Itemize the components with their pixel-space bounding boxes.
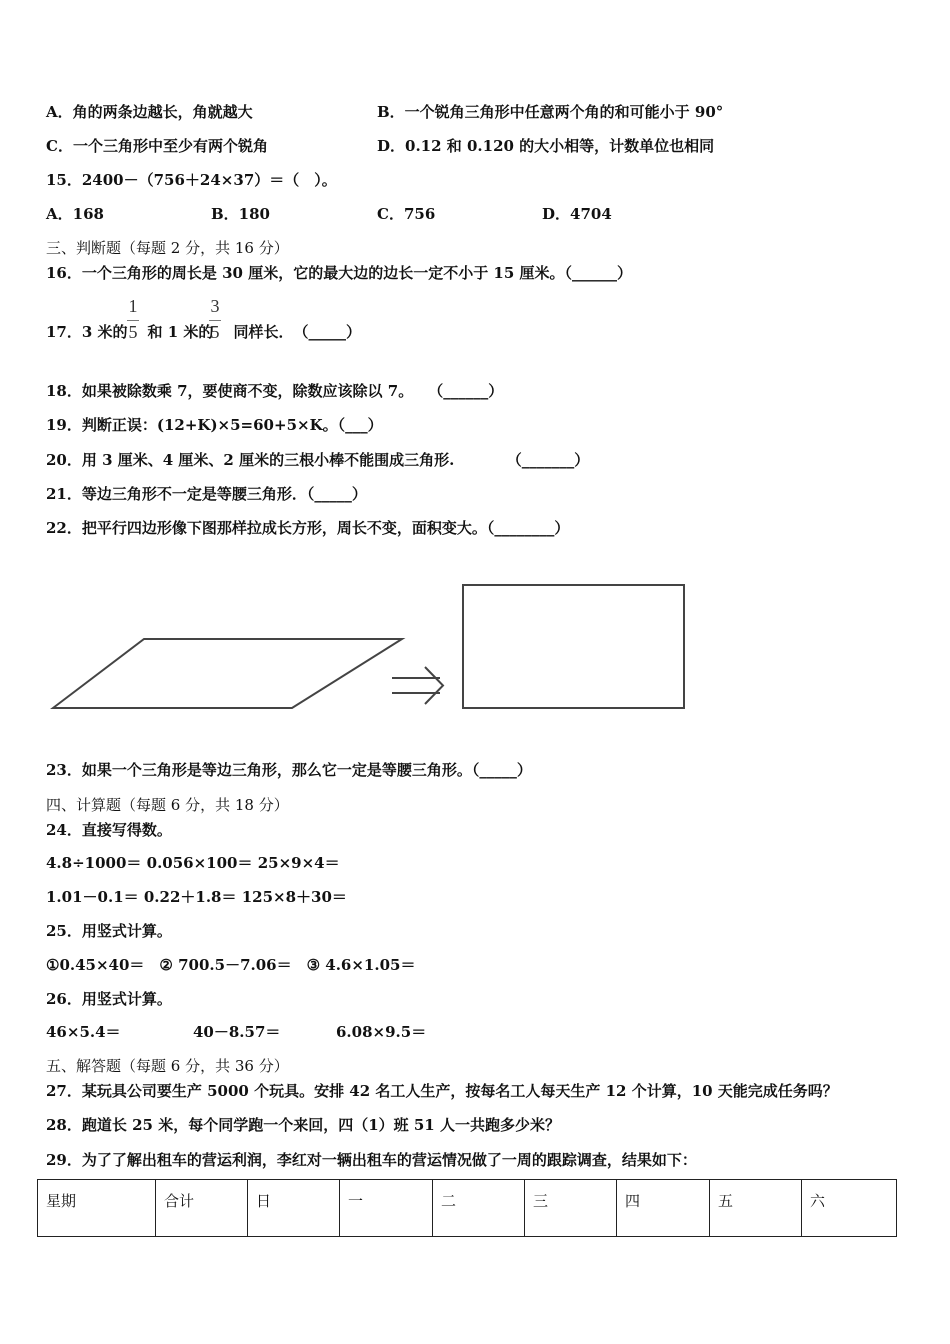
q17-fraction-1-bar	[127, 320, 139, 321]
q15-option-d: D．4704	[542, 205, 612, 223]
q15-stem: 15．2400－（756＋24×37）＝（ ）。	[46, 171, 337, 189]
q22: 22．把平行四边形像下图那样拉成长方形，周长不变，面积变大。（________）	[46, 519, 570, 537]
q16: 16．一个三角形的周长是 30 厘米，它的最大边的边长一定不小于 15 厘米。（______）	[46, 264, 633, 282]
q23: 23．如果一个三角形是等边三角形，那么它一定是等腰三角形。（_____）	[46, 761, 532, 779]
section-4-heading: 四、计算题（每题 6 分，共 18 分）	[46, 796, 289, 814]
q26-item-3: 6.08×9.5＝	[336, 1023, 427, 1041]
q26-stem: 26．用竖式计算。	[46, 990, 172, 1008]
q17	[46, 322, 361, 342]
table-header-cell: 日	[248, 1180, 340, 1237]
section-5-heading: 五、解答题（每题 6 分，共 36 分）	[46, 1057, 289, 1075]
q29-table	[37, 1179, 897, 1237]
q17-mid: 和 1 米的	[147, 323, 214, 341]
q15-option-c: C．756	[377, 205, 436, 223]
q14-option-c: C．一个三角形中至少有两个锐角	[46, 137, 268, 155]
q26-item-2: 40－8.57＝	[193, 1023, 281, 1041]
table-header-cell: 星期	[38, 1180, 156, 1237]
q26-item-1: 46×5.4＝	[46, 1023, 121, 1041]
q14-option-b: B．一个锐角三角形中任意两个角的和可能小于 90°	[377, 103, 724, 121]
table-header-cell: 二	[433, 1180, 525, 1237]
table-header-cell: 合计	[156, 1180, 248, 1237]
q25-row: ①0.45×40＝ ② 700.5－7.06＝ ③ 4.6×1.05＝	[46, 956, 416, 974]
q14-option-a: A．角的两条边越长，角就越大	[46, 103, 253, 121]
q14-option-d: D．0.12 和 0.120 的大小相等，计数单位也相同	[377, 137, 715, 155]
parallelogram-shape	[53, 639, 402, 708]
q20: 20．用 3 厘米、4 厘米、2 厘米的三根小棒不能围成三角形. （_______）	[46, 451, 590, 469]
table-header-cell: 六	[802, 1180, 897, 1237]
q24-row-1: 4.8÷1000＝ 0.056×100＝ 25×9×4＝	[46, 854, 340, 872]
table-header-cell: 一	[340, 1180, 433, 1237]
implies-arrow-icon	[392, 667, 443, 704]
q21: 21．等边三角形不一定是等腰三角形．（_____）	[46, 485, 367, 503]
q24-stem: 24．直接写得数。	[46, 821, 172, 839]
rectangle-shape	[463, 585, 684, 708]
q29: 29．为了了解出租车的营运利润，李红对一辆出租车的营运情况做了一周的跟踪调查，结果如下：	[46, 1151, 697, 1169]
q19: 19．判断正误：(12+K)×5=60+5×K。（___）	[46, 416, 383, 434]
q17-fraction-1-numerator: 1	[128, 296, 138, 316]
q18: 18．如果被除数乘 7，要使商不变，除数应该除以 7。 （______）	[46, 382, 504, 400]
q17-fraction-2-numerator: 3	[210, 296, 220, 316]
table-header-cell: 五	[710, 1180, 802, 1237]
table-header-cell: 四	[617, 1180, 710, 1237]
q27: 27．某玩具公司要生产 5000 个玩具。安排 42 名工人生产，按每名工人每天生产 12 个计算，10 天能完成任务吗？	[46, 1082, 838, 1100]
q28: 28．跑道长 25 米，每个同学跑一个来回，四（1）班 51 人一共跑多少米？	[46, 1116, 560, 1134]
q22-figure	[40, 575, 700, 720]
table-header-row	[38, 1180, 897, 1237]
section-3-heading: 三、判断题（每题 2 分，共 16 分）	[46, 239, 289, 257]
q17-fraction-2-denominator: 5	[210, 322, 220, 342]
q17-prefix: 17．3 米的	[46, 323, 128, 341]
table-header-cell: 三	[525, 1180, 617, 1237]
q25-stem: 25．用竖式计算。	[46, 922, 172, 940]
q17-suffix: 同样长． （_____）	[233, 323, 361, 341]
q17-fraction-1-denominator: 5	[128, 322, 138, 342]
q24-row-2: 1.01－0.1＝ 0.22＋1.8＝ 125×8＋30＝	[46, 888, 347, 906]
q17-fraction-2-bar	[209, 320, 221, 321]
q15-option-b: B．180	[211, 205, 270, 223]
q15-option-a: A．168	[46, 205, 104, 223]
